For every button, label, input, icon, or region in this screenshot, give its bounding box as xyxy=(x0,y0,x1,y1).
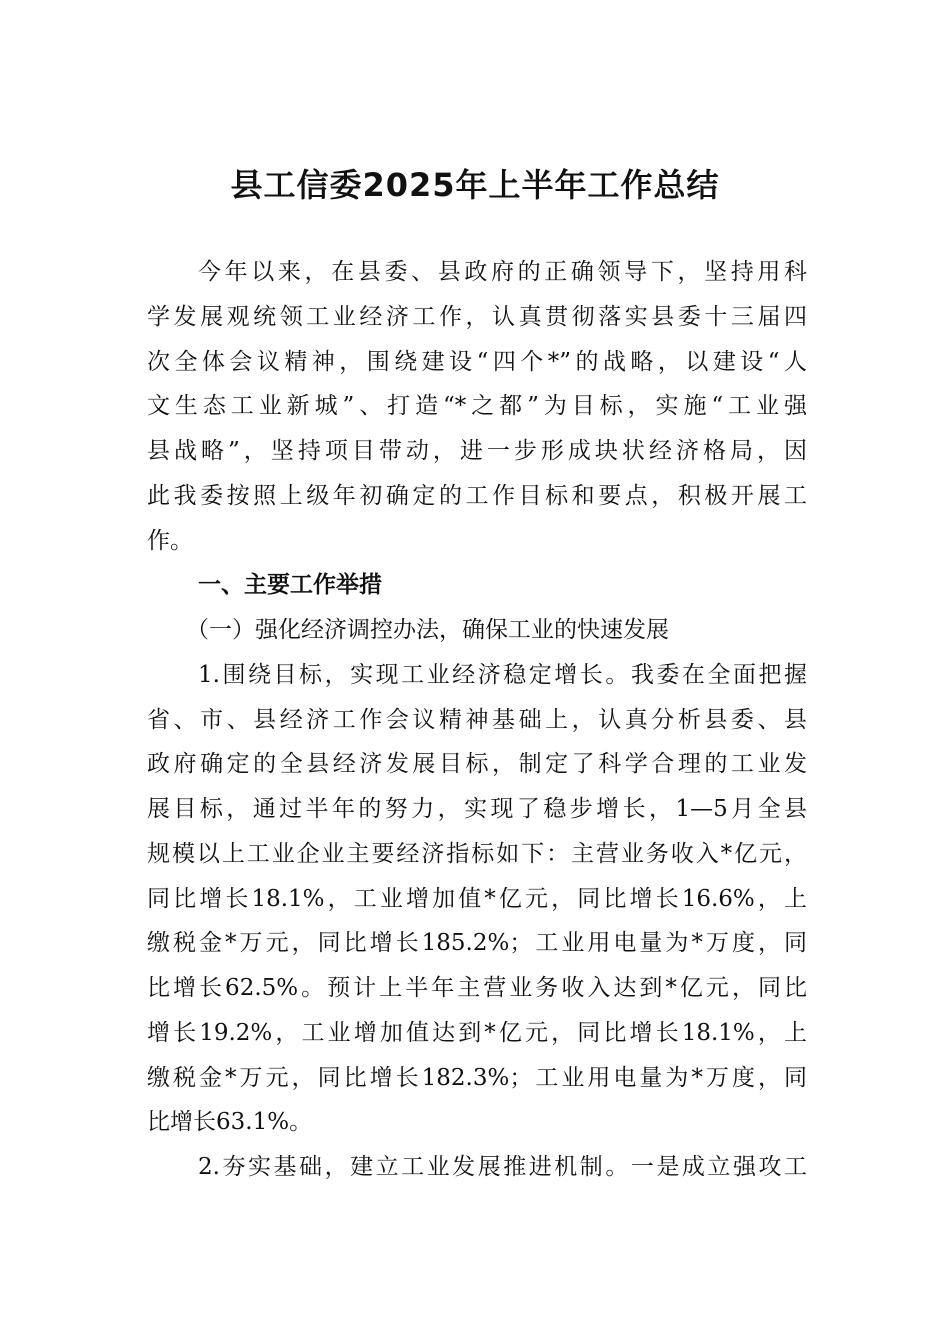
document-title: 县工信委2025年上半年工作总结 xyxy=(230,166,720,204)
text-line: 作。 xyxy=(147,527,193,554)
text-line: 缴税金*万元，同比增长185.2%；工业用电量为*万度，同 xyxy=(147,930,807,957)
text-line: 学发展观统领工业经济工作，认真贯彻落实县委十三届四 xyxy=(147,303,807,330)
text-line: 1.围绕目标，实现工业经济稳定增长。我委在全面把握 xyxy=(198,661,807,688)
paragraph xyxy=(147,250,807,563)
text-line: 今年以来，在县委、县政府的正确领导下，坚持用科 xyxy=(198,259,807,285)
subsection-heading xyxy=(147,608,807,653)
text-line: 规模以上工业企业主要经济指标如下：主营业务收入*亿元， xyxy=(147,840,807,867)
paragraph xyxy=(147,1145,807,1190)
text-line: 同比增长18.1%，工业增加值*亿元，同比增长16.6%，上 xyxy=(147,885,807,912)
text-line: 展目标，通过半年的努力，实现了稳步增长，1—5月全县 xyxy=(147,796,807,822)
text-line: 政府确定的全县经济发展目标，制定了科学合理的工业发 xyxy=(147,751,807,778)
section-heading xyxy=(147,563,807,608)
paragraph xyxy=(147,653,807,1145)
document-body xyxy=(147,250,807,1190)
text-line: 次全体会议精神，围绕建设“四个*”的战略，以建设“人 xyxy=(147,348,807,375)
text-line: 文生态工业新城”、打造“*之都”为目标，实施“工业强 xyxy=(147,393,807,420)
text-line: 省、市、县经济工作会议精神基础上，认真分析县委、县 xyxy=(147,706,807,733)
text-line: （一）强化经济调控办法，确保工业的快速发展 xyxy=(186,617,669,643)
text-line: 比增长62.5%。预计上半年主营业务收入达到*亿元，同比 xyxy=(147,975,807,1001)
text-line: 此我委按照上级年初确定的工作目标和要点，积极开展工 xyxy=(147,482,807,509)
text-line: 县战略”，坚持项目带动，进一步形成块状经济格局，因 xyxy=(147,438,807,464)
text-line: 比增长63.1%。 xyxy=(147,1109,313,1136)
text-line: 一、主要工作举措 xyxy=(198,572,382,599)
text-line: 2.夯实基础，建立工业发展推进机制。一是成立强攻工 xyxy=(198,1154,807,1180)
text-line: 缴税金*万元，同比增长182.3%；工业用电量为*万度，同 xyxy=(147,1064,807,1091)
text-line: 增长19.2%，工业增加值达到*亿元，同比增长18.1%，上 xyxy=(147,1019,807,1046)
